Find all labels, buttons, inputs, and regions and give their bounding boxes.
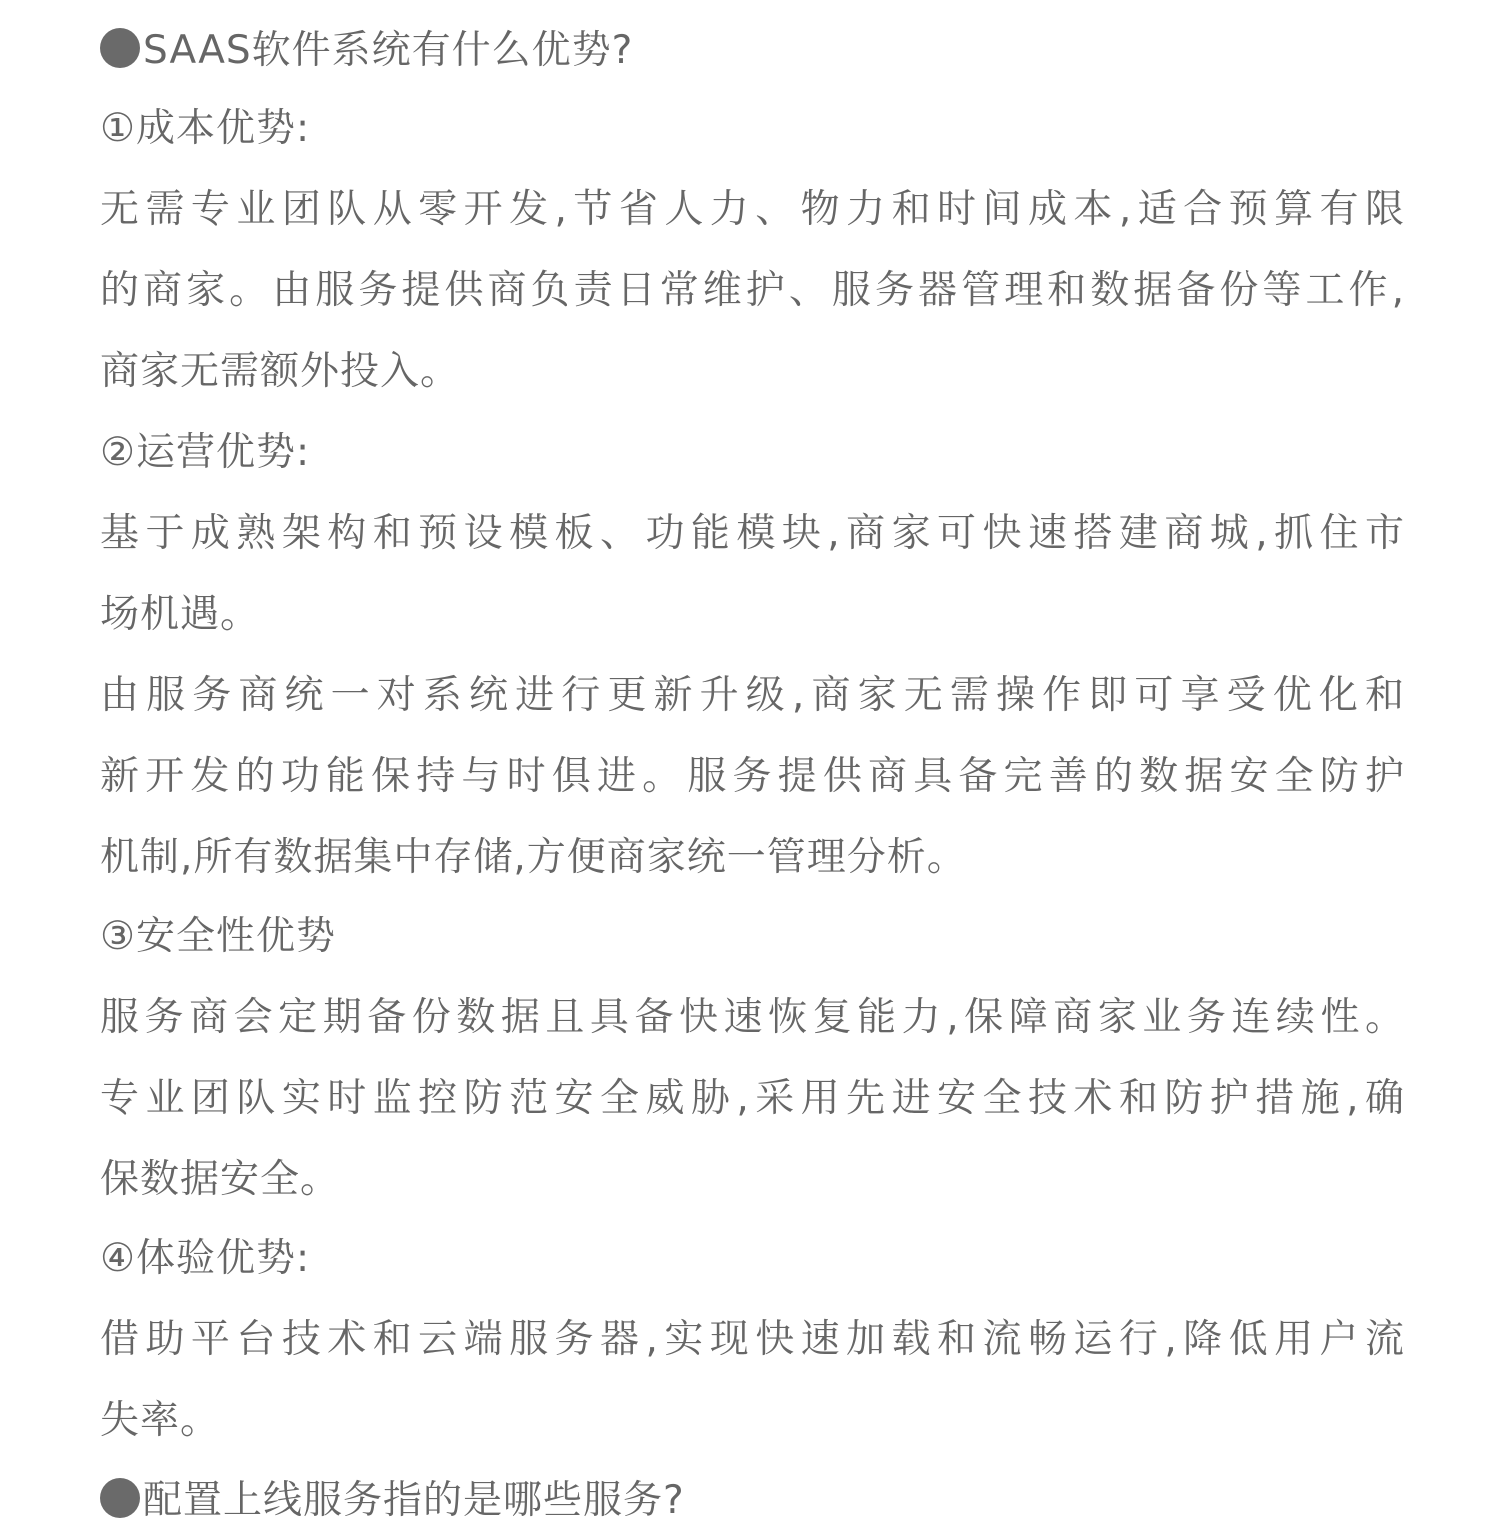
paragraph-line: 新开发的功能保持与时俱进。服务提供商具备完善的数据安全防护 <box>100 754 1405 799</box>
question-heading <box>100 28 634 73</box>
paragraph-line: 由服务商统一对系统进行更新升级,商家无需操作即可享受优化和 <box>100 673 1405 718</box>
paragraph-line: 场机遇。 <box>100 592 261 637</box>
paragraph-line: 无需专业团队从零开发,节省人力、物力和时间成本,适合预算有限 <box>100 187 1405 232</box>
question-text: 配置上线服务指的是哪些服务? <box>143 1478 685 1523</box>
question-heading <box>100 1478 685 1523</box>
paragraph-line: 保数据安全。 <box>100 1157 341 1202</box>
paragraph-line: 借助平台技术和云端服务器,实现快速加载和流畅运行,降低用户流 <box>100 1317 1405 1362</box>
paragraph-line: 失率。 <box>100 1398 221 1443</box>
question-text: SAAS软件系统有什么优势? <box>143 28 634 73</box>
point-heading-operation: ②运营优势: <box>100 430 311 475</box>
paragraph-line: 基于成熟架构和预设模板、功能模块,商家可快速搭建商城,抓住市 <box>100 511 1405 556</box>
paragraph-line: 的商家。由服务提供商负责日常维护、服务器管理和数据备份等工作, <box>100 268 1405 313</box>
paragraph-line: 机制,所有数据集中存储,方便商家统一管理分析。 <box>100 835 967 880</box>
bullet-dot-icon <box>100 28 140 68</box>
point-heading-experience: ④体验优势: <box>100 1236 311 1281</box>
paragraph-line: 专业团队实时监控防范安全威胁,采用先进安全技术和防护措施,确 <box>100 1076 1405 1121</box>
point-heading-cost: ①成本优势: <box>100 106 311 151</box>
paragraph-line: 服务商会定期备份数据且具备快速恢复能力,保障商家业务连续性。 <box>100 995 1405 1040</box>
point-heading-security: ③安全性优势 <box>100 914 336 959</box>
bullet-dot-icon <box>100 1478 140 1518</box>
paragraph-line: 商家无需额外投入。 <box>100 349 461 394</box>
